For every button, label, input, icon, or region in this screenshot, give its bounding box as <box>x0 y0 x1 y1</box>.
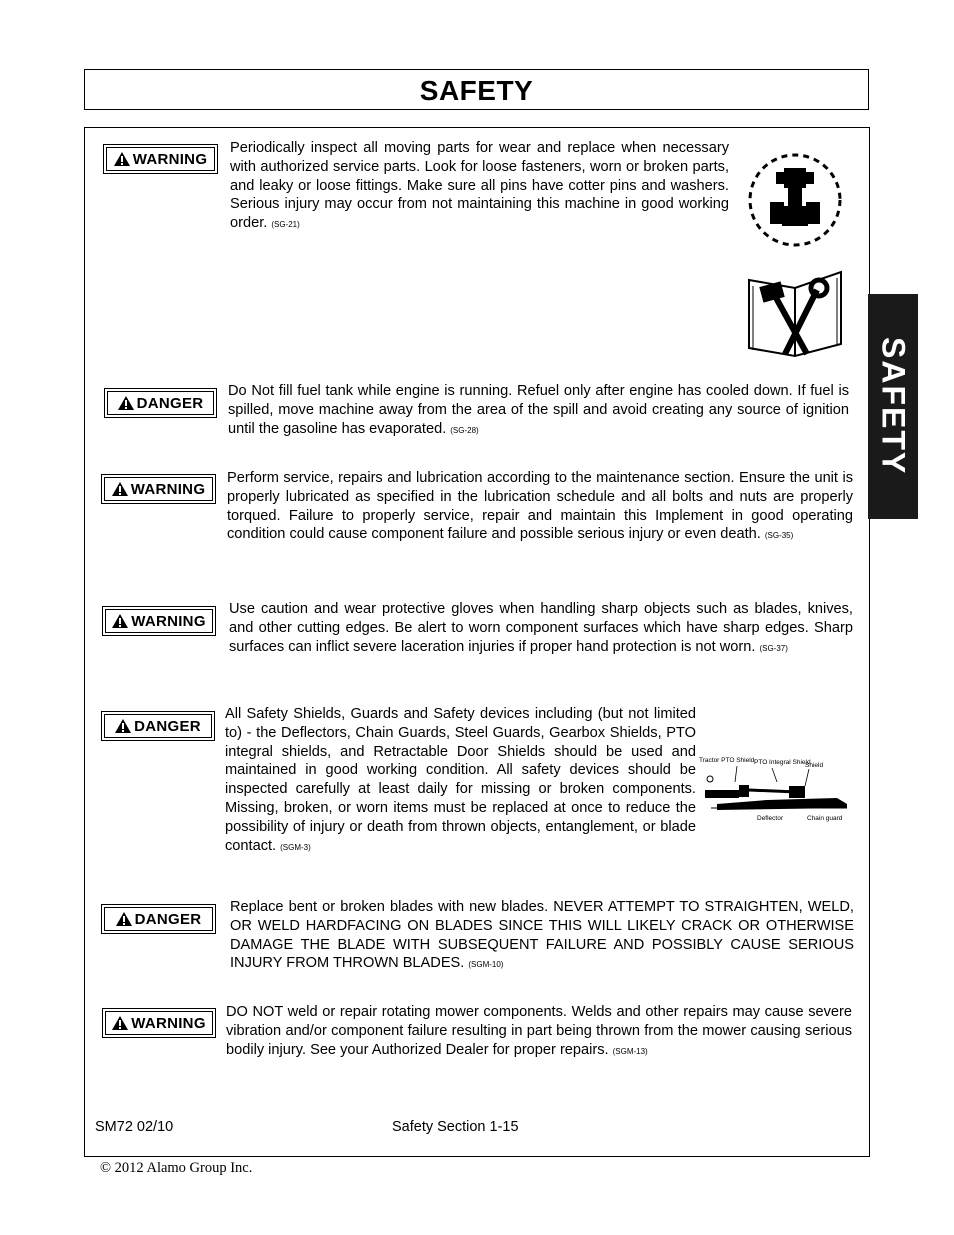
figure-label: Tractor PTO Shield <box>699 757 755 764</box>
hazard-triangle-icon <box>112 482 128 496</box>
section-text: Do Not fill fuel tank while engine is running. Refuel only after engine has cooled down. If fuel is spilled, move machine away from the area of the spill and avoid creating any source of ignition until the gasoline has evaporated. (SG-28) <box>228 383 849 437</box>
hazard-triangle-icon <box>114 152 130 166</box>
section-text: Periodically inspect all moving parts for wear and replace when necessary with authorized service parts. Look for loose fasteners, worn or broken parts, and leaky or loose fittings. Make sure all pins have cotter pins and washers. Serious injury may occur from not maintaining this machine in good working order. (SG-21) <box>230 140 729 232</box>
warning-label: WARNING <box>102 1008 216 1038</box>
section-text: Perform service, repairs and lubrication according to the maintenance section. Ensure the unit is properly lubricated as specified in the lubrication schedule and all bolts and nuts are properly torqued. Failure to properly service, repair and maintain this Implement in good operating condition could cause component failure and possible serious injury or even death. (SG-35) <box>227 470 853 543</box>
figure-label: Shield <box>805 762 824 769</box>
figure-label: Deflector <box>757 815 784 822</box>
section-text: DO NOT weld or repair rotating mower components. Welds and other repairs may cause severe vibration and/or component failure resulting in part being thrown from the mower causing serious bodily injury. See your Authorized Dealer for proper repairs. (SGM-13) <box>226 1004 852 1058</box>
mower-shield-diagram <box>697 752 857 826</box>
figure-label: PTO Integral Shield <box>754 759 811 766</box>
hazard-triangle-icon <box>112 1016 128 1030</box>
danger-label: DANGER <box>104 388 217 418</box>
hazard-triangle-icon <box>118 396 134 410</box>
footer-doc-id: SM72 02/10 <box>95 1119 174 1135</box>
warning-label: WARNING <box>101 474 216 504</box>
tractor-inspection-icon <box>744 150 846 250</box>
manual-tools-icon <box>745 268 847 358</box>
section-text: All Safety Shields, Guards and Safety devices including (but not limited to) - the Deflectors, Chain Guards, Steel Guards, Gearbox Shields, PTO integral shields, and Retractable Door Shields should be used and maintained in good working condition. All safety devices should be inspected carefully at least daily for missing or broken components. Missing, broken, or worn items must be replaced at once to reduce the possibility of injury or death from thrown objects, entanglement, or blade contact. (SGM-3) <box>225 706 696 854</box>
side-tab-label: SAFETY <box>875 337 912 476</box>
section-side-tab <box>868 294 918 519</box>
hazard-triangle-icon <box>116 912 132 926</box>
figure-label: Chain guard <box>807 815 843 822</box>
section-text: Use caution and wear protective gloves when handling sharp objects such as blades, knives, and other cutting edges. Be alert to worn component surfaces which have sharp edges. Sharp surfaces can inflict severe laceration injuries if proper hand protection is not worn. (SG-37) <box>229 601 853 655</box>
page-title: SAFETY <box>419 75 534 106</box>
warning-label: WARNING <box>103 144 218 174</box>
warning-label: WARNING <box>102 606 216 636</box>
section-text: Replace bent or broken blades with new blades. NEVER ATTEMPT TO STRAIGHTEN, WELD, OR WELD HARDFACING ON BLADES SINCE THIS WILL LIKELY CRACK OR OTHERWISE DAMAGE THE BLADE WITH SUBSEQUENT FAILURE AND POSSIBLY CAUSE SERIOUS INJURY FROM THROWN BLADES. (SGM-10) <box>230 899 854 972</box>
page-header <box>84 69 869 110</box>
hazard-triangle-icon <box>115 719 131 733</box>
copyright-notice: © 2012 Alamo Group Inc. <box>100 1160 253 1176</box>
danger-label: DANGER <box>101 904 216 934</box>
hazard-triangle-icon <box>112 614 128 628</box>
danger-label: DANGER <box>101 711 215 741</box>
footer-page-number: Safety Section 1-15 <box>392 1119 519 1135</box>
